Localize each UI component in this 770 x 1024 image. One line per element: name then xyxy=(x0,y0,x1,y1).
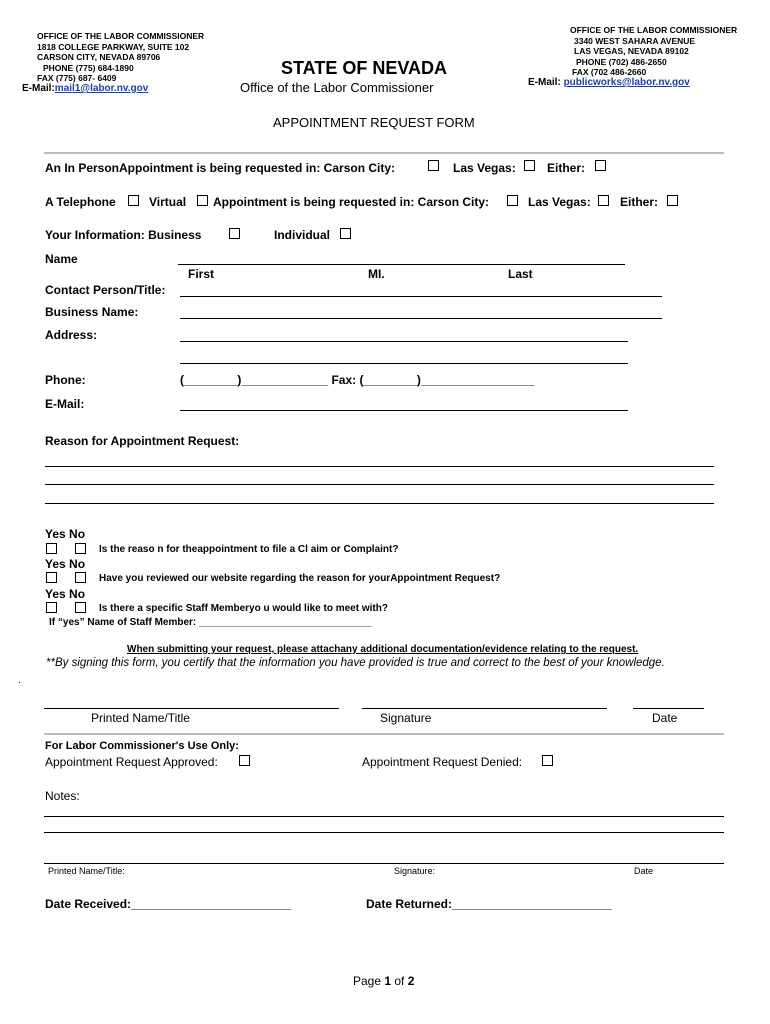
telephone-las-vegas-checkbox[interactable] xyxy=(598,195,609,206)
reason-line-3[interactable] xyxy=(45,503,714,504)
right-office-address xyxy=(570,25,737,78)
name-last-label: Last xyxy=(508,267,533,281)
business-name-label: Business Name: xyxy=(45,305,139,319)
address-label: Address: xyxy=(45,328,98,342)
in-person-either-checkbox[interactable] xyxy=(595,160,606,171)
office-signature-caption: Signature: xyxy=(394,866,436,876)
left-office-phone: PHONE (775) 684-1890 xyxy=(43,62,134,73)
telephone-either-label: Either: xyxy=(620,195,659,209)
notes-line-1[interactable] xyxy=(44,816,724,817)
date-caption: Date xyxy=(652,711,678,725)
printed-name-title-caption: Printed Name/Title xyxy=(91,711,190,725)
email-label: E-Mail: xyxy=(45,397,85,411)
approved-label: Appointment Request Approved: xyxy=(45,755,218,769)
q1-no-checkbox[interactable] xyxy=(75,543,86,554)
left-office-city: CARSON CITY, NEVADA 89706 xyxy=(37,52,161,62)
signature-caption: Signature xyxy=(380,711,432,725)
virtual-checkbox[interactable] xyxy=(197,195,208,206)
office-printed-name-caption: Printed Name/Title: xyxy=(48,866,125,876)
q3-yes-checkbox[interactable] xyxy=(46,602,57,613)
date-returned-field[interactable]: Date Returned:________________________ xyxy=(366,897,613,911)
in-person-either-label: Either: xyxy=(547,161,586,175)
page-prefix: Page xyxy=(353,974,385,988)
page-total: 2 xyxy=(407,974,415,988)
right-email-label: E-Mail: xyxy=(528,77,564,88)
name-label: Name xyxy=(45,252,78,266)
in-person-las-vegas-label: Las Vegas: xyxy=(453,161,516,175)
name-mi-label: MI. xyxy=(368,267,385,281)
left-email-link[interactable]: mail1@labor.nv.gov xyxy=(54,83,149,94)
telephone-carson-checkbox[interactable] xyxy=(507,195,518,206)
telephone-either-checkbox[interactable] xyxy=(667,195,678,206)
individual-label: Individual xyxy=(274,228,331,242)
right-office-city: LAS VEGAS, NEVADA 89102 xyxy=(574,46,689,56)
question-3: Is there a specific Staff Memberyo u would like to meet with? xyxy=(99,603,388,614)
individual-checkbox[interactable] xyxy=(340,228,351,239)
question-1: Is the reaso n for theappointment to file a Cl aim or Complaint? xyxy=(99,544,399,555)
phone-fax-field[interactable]: (________)_____________ Fax: (________)_________________ xyxy=(180,373,535,387)
yes-no-header-3: Yes No xyxy=(45,587,86,601)
left-email-line xyxy=(22,83,148,94)
telephone-appointment-label: Appointment is being requested in: Carson City: xyxy=(213,195,490,209)
business-name-field[interactable] xyxy=(180,318,662,319)
q2-no-checkbox[interactable] xyxy=(75,572,86,583)
stray-dot: . xyxy=(18,675,21,686)
left-office-street: 1818 COLLEGE PARKWAY, SUITE 102 xyxy=(37,41,190,52)
date-received-field[interactable]: Date Received:________________________ xyxy=(45,897,292,911)
name-field[interactable] xyxy=(178,264,625,265)
your-information-label: Your Information: Business xyxy=(45,228,202,242)
attachment-notice: When submitting your request, please attachany additional documentation/evidence relating to the request. xyxy=(127,644,639,655)
in-person-label: An In PersonAppointment is being requested in: Carson City: xyxy=(45,161,396,175)
q2-yes-checkbox[interactable] xyxy=(46,572,57,583)
telephone-checkbox[interactable] xyxy=(128,195,139,206)
yes-no-header-2: Yes No xyxy=(45,557,86,571)
reason-line-2[interactable] xyxy=(45,484,714,485)
denied-label: Appointment Request Denied: xyxy=(362,755,523,769)
virtual-label: Virtual xyxy=(149,195,187,209)
name-first-label: First xyxy=(188,267,215,281)
left-office-fax: FAX (775) 687- 6409 xyxy=(37,73,117,83)
header-divider xyxy=(44,152,724,154)
reason-label: Reason for Appointment Request: xyxy=(45,434,240,448)
page-current: 1 xyxy=(384,974,392,988)
email-field[interactable] xyxy=(180,410,628,411)
in-person-carson-checkbox[interactable] xyxy=(428,160,439,171)
contact-person-field[interactable] xyxy=(180,296,662,297)
form-title: APPOINTMENT REQUEST FORM xyxy=(273,115,475,130)
business-checkbox[interactable] xyxy=(229,228,240,239)
printed-name-line[interactable] xyxy=(44,708,339,709)
state-title: STATE OF NEVADA xyxy=(281,58,447,78)
telephone-las-vegas-label: Las Vegas: xyxy=(528,195,591,209)
approved-checkbox[interactable] xyxy=(239,755,250,766)
right-email-link[interactable]: publicworks@labor.nv.gov xyxy=(563,77,690,88)
right-office-phone: PHONE (702) 486-2650 xyxy=(576,56,667,67)
staff-member-field[interactable]: If “yes” Name of Staff Member: _______________________________ xyxy=(49,617,372,628)
in-person-las-vegas-checkbox[interactable] xyxy=(524,160,535,171)
q3-no-checkbox[interactable] xyxy=(75,602,86,613)
office-use-heading: For Labor Commissioner's Use Only: xyxy=(45,740,239,752)
reason-line-1[interactable] xyxy=(45,466,714,467)
office-subtitle: Office of the Labor Commissioner xyxy=(240,80,434,95)
left-office-name: OFFICE OF THE LABOR COMMISSIONER xyxy=(37,31,205,41)
address-field-2[interactable] xyxy=(180,363,628,364)
question-2: Have you reviewed our website regarding the reason for yourAppointment Request? xyxy=(99,573,501,584)
address-field-1[interactable] xyxy=(180,341,628,342)
right-office-street: 3340 WEST SAHARA AVENUE xyxy=(574,35,696,46)
contact-person-label: Contact Person/Title: xyxy=(45,283,166,297)
office-date-caption: Date xyxy=(634,866,654,876)
left-office-address xyxy=(37,31,204,84)
q1-yes-checkbox[interactable] xyxy=(46,543,57,554)
office-signature-line[interactable] xyxy=(44,863,724,864)
yes-no-header-1: Yes No xyxy=(45,527,86,541)
phone-label: Phone: xyxy=(45,373,86,387)
telephone-label: A Telephone xyxy=(45,195,116,209)
right-office-name: OFFICE OF THE LABOR COMMISSIONER xyxy=(570,25,738,35)
office-use-divider xyxy=(44,733,724,735)
notes-label: Notes: xyxy=(45,789,80,803)
page-number xyxy=(353,974,414,988)
right-email-line xyxy=(528,77,690,88)
page-of: of xyxy=(391,974,408,988)
notes-line-2[interactable] xyxy=(44,832,724,833)
signature-line[interactable] xyxy=(362,708,607,709)
certification-statement: **By signing this form, you certify that the information you have provided is true and correct to the best of your knowledge. xyxy=(46,657,665,669)
left-email-label: E-Mail: xyxy=(22,83,55,94)
right-office-fax: FAX (702 486-2660 xyxy=(572,67,647,77)
date-line[interactable] xyxy=(633,708,704,709)
denied-checkbox[interactable] xyxy=(542,755,553,766)
